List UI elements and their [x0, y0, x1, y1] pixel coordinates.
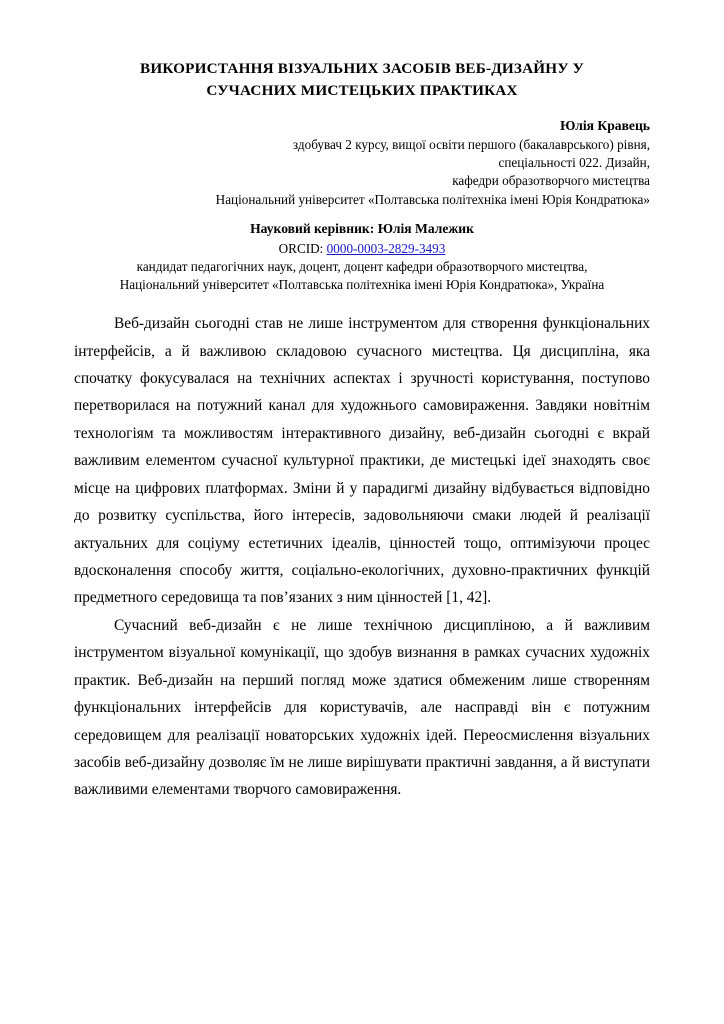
author-block [74, 117, 650, 209]
advisor-heading [74, 220, 650, 239]
author-affiliation-line-4: Національний університет «Полтавська політехніка імені Юрія Кондратюка» [215, 191, 650, 207]
author-affiliation-line-2: спеціальності 022. Дизайн, [498, 155, 650, 171]
paragraph: Веб-дизайн сьогодні став не лише інструментом для створення функціональних інтерфейсів, а й важливою складовою сучасного мистецтва. Ця дисципліна, яка спочатку фокусувалася на технічних аспектах і зручності користування, поступово перетворилася на потужний канал для художнього самовираження. Завдяки новітнім технологіям та можливостям інтерактивного дизайну, веб-дизайн сьогодні є вкрай важливим елементом сучасної культурної практики, де мистецькі ідеї знаходять своє місце на цифрових платформах. Зміни й у парадигмі дизайну відбувається відповідно до розвитку суспільства, його інтересів, задовольняючи смаки людей й реалізації актуальних для соціуму естетичних ідеалів, цінностей тощо, оптимізуючи процес вдосконалення способу життя, соціально-екологічних, духовно-практичних функцій предметного середовища та пов’язаних з ним цінностей [1, 42]. [74, 315, 650, 607]
advisor-affiliation-line-2: Національний університет «Полтавська політехніка імені Юрія Кондратюка», Україна [119, 276, 605, 292]
author-name: Юлія Кравець [560, 118, 650, 134]
body-text [74, 310, 650, 804]
advisor-name: Юлія Малежик [377, 220, 474, 236]
advisor-label: Науковий керівник: [250, 220, 375, 236]
advisor-block [74, 220, 650, 294]
orcid-link[interactable]: 0000-0003-2829-3493 [326, 240, 446, 256]
orcid-line [74, 240, 650, 258]
paragraph: Сучасний веб-дизайн є не лише технічною дисципліною, а й важливим інструментом візуальної комунікації, що здобув визнання в рамках сучасних художніх практик. Веб-дизайн на перший погляд може здатися обмеженим лише створенням функціональних інтерфейсів для користувачів, але насправді він є потужним середовищем для реалізації новаторських художніх ідей. Переосмислення візуальних засобів веб-дизайну дозволяє їм не лише вирішувати практичні завдання, а й виступати важливими елементами творчого самовираження. [74, 616, 650, 799]
orcid-label: ORCID: [278, 240, 324, 256]
page-title [74, 58, 650, 101]
title-line-2: СУЧАСНИХ МИСТЕЦЬКИХ ПРАКТИКАХ [206, 81, 518, 99]
advisor-affiliation-line-1: кандидат педагогічних наук, доцент, доцент кафедри образотворчого мистецтва, [136, 258, 588, 274]
title-line-1: ВИКОРИСТАННЯ ВІЗУАЛЬНИХ ЗАСОБІВ ВЕБ-ДИЗАЙНУ У [139, 60, 585, 77]
author-affiliation-line-1: здобувач 2 курсу, вищої освіти першого (бакалаврського) рівня, [292, 136, 650, 152]
author-affiliation-line-3: кафедри образотворчого мистецтва [452, 173, 650, 189]
